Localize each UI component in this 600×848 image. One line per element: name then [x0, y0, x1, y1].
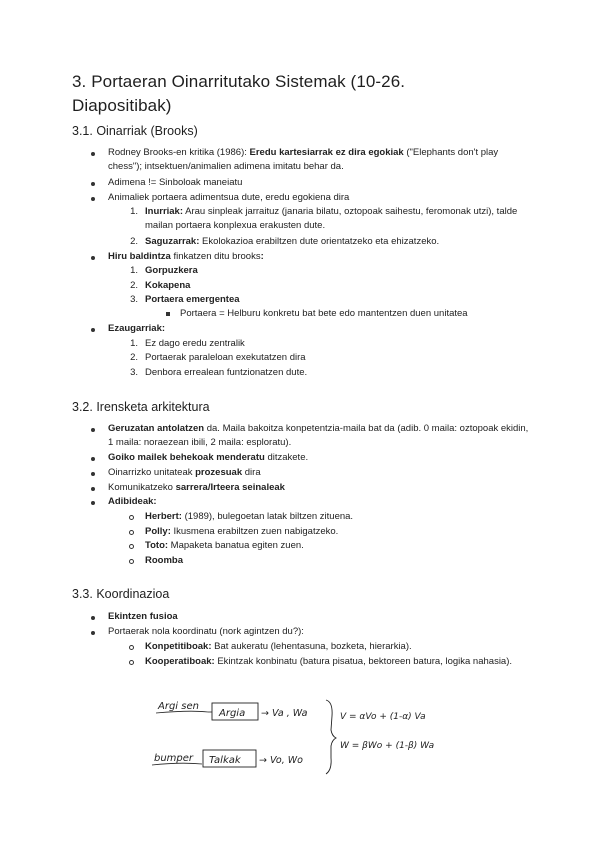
sketch-box-2-label: Talkak [209, 755, 241, 766]
list-item: Geruzatan antolatzen da. Maila bakoitza konpetentzia-maila bat da (adib. 0 maila: oztopoak ekidin, 1 maila: noraezean ibili, 2 maila: esploratu). [108, 423, 529, 448]
bullet-dot [91, 428, 95, 432]
list-item: Portaera = Helburu konkretu bat bete edo mantentzen duen unitatea [180, 308, 468, 319]
list-number: 1. [130, 338, 138, 349]
section-heading-3-2: 3.2. Irensketa arkitektura [72, 400, 210, 414]
handwritten-sketch [150, 692, 460, 780]
list-item: Portaerak nola koordinatu (nork agintzen du?): [108, 626, 304, 637]
list-item: Konpetitiboak: Bat aukeratu (lehentasuna, bozketa, hierarkia). [145, 641, 412, 652]
list-item: Saguzarrak: Ekolokazioa erabiltzen dute orientatzeko eta ehizatzeko. [145, 236, 440, 247]
bullet-dot [91, 182, 95, 186]
bullet-dot [91, 616, 95, 620]
curly-brace [326, 700, 336, 774]
bullet-dot [91, 152, 95, 156]
list-item: Portaera emergentea [145, 294, 240, 305]
sketch-sensor-1: Argi sen [158, 701, 199, 712]
sketch-equation-1: V = αVo + (1-α) Va [340, 712, 426, 722]
section-heading-3-3: 3.3. Koordinazioa [72, 587, 170, 601]
bullet-dot [91, 457, 95, 461]
list-item: Goiko mailek behekoak menderatu ditzakete. [108, 452, 309, 463]
list-item: Kooperatiboak: Ekintzak konbinatu (batura pisatua, bektoreen batura, logika nahasia). [145, 656, 513, 667]
bullet-circle [129, 645, 134, 650]
list-item: Ekintzen fusioa [108, 611, 178, 622]
bullet-circle [129, 559, 134, 564]
list-item: Rodney Brooks-en kritika (1986): Eredu kartesiarrak ez dira egokiak ("Elephants don't play chess"); intsektuen/animalien adimena imitatu behar da. [108, 147, 499, 172]
list-item: Kokapena [145, 280, 191, 291]
bullet-dot [91, 472, 95, 476]
sketch-output-1: → Va , Wa [261, 708, 308, 719]
list-item: Denbora errealean funtzionatzen dute. [145, 367, 308, 378]
list-item: Hiru baldintza finkatzen ditu brooks: [108, 251, 264, 262]
list-item: Ez dago eredu zentralik [145, 338, 245, 349]
bullet-circle [129, 530, 134, 535]
list-number: 3. [130, 367, 138, 378]
list-number: 2. [130, 280, 138, 291]
list-item: Portaerak paraleloan exekutatzen dira [145, 352, 306, 363]
list-item: Gorpuzkera [145, 265, 198, 276]
list-item: Herbert: (1989), bulegoetan latak biltzen zituena. [145, 511, 354, 522]
list-number: 1. [130, 206, 138, 217]
bullet-circle [129, 660, 134, 665]
bullet-dot [91, 256, 95, 260]
list-item: Toto: Mapaketa banatua egiten zuen. [145, 540, 304, 551]
list-item: Adimena != Sinboloak maneiatu [108, 177, 243, 188]
list-item: Animaliek portaera adimentsua dute, eredu egokiena dira [108, 192, 350, 203]
bullet-dot [91, 501, 95, 505]
list-item: Polly: Ikusmena erabiltzen zuen nabigatzeko. [145, 526, 339, 537]
list-item: Oinarrizko unitateak prozesuak dira [108, 467, 261, 478]
sketch-sensor-2: bumper [154, 753, 194, 764]
list-item: Komunikatzeko sarrera/Irteera seinaleak [108, 482, 285, 493]
page-title: 3. Portaeran Oinarritutako Sistemak (10-26. Diapositibak) [72, 72, 406, 115]
list-number: 2. [130, 352, 138, 363]
list-number: 3. [130, 294, 138, 305]
list-item: Roomba [145, 555, 183, 566]
sketch-output-2: → Vo, Wo [259, 755, 303, 766]
list-number: 1. [130, 265, 138, 276]
bullet-dot [91, 197, 95, 201]
list-number: 2. [130, 236, 138, 247]
bullet-circle [129, 544, 134, 549]
section-heading-3-1: 3.1. Oinarriak (Brooks) [72, 124, 198, 138]
list-item: Ezaugarriak: [108, 323, 166, 334]
bullet-circle [129, 515, 134, 520]
bullet-dot [91, 631, 95, 635]
bullet-dot [91, 328, 95, 332]
list-item: Adibideak: [108, 496, 157, 507]
bullet-square [166, 312, 170, 316]
list-item: Inurriak: Arau sinpleak jarraituz (janaria bilatu, oztopoak saihestu, feromonak utzi), talde mailan portaera konplexua erakusten dute. [145, 206, 518, 231]
sketch-equation-2: W = βWo + (1-β) Wa [340, 741, 435, 751]
sketch-box-1-label: Argia [219, 708, 246, 719]
bullet-dot [91, 487, 95, 491]
